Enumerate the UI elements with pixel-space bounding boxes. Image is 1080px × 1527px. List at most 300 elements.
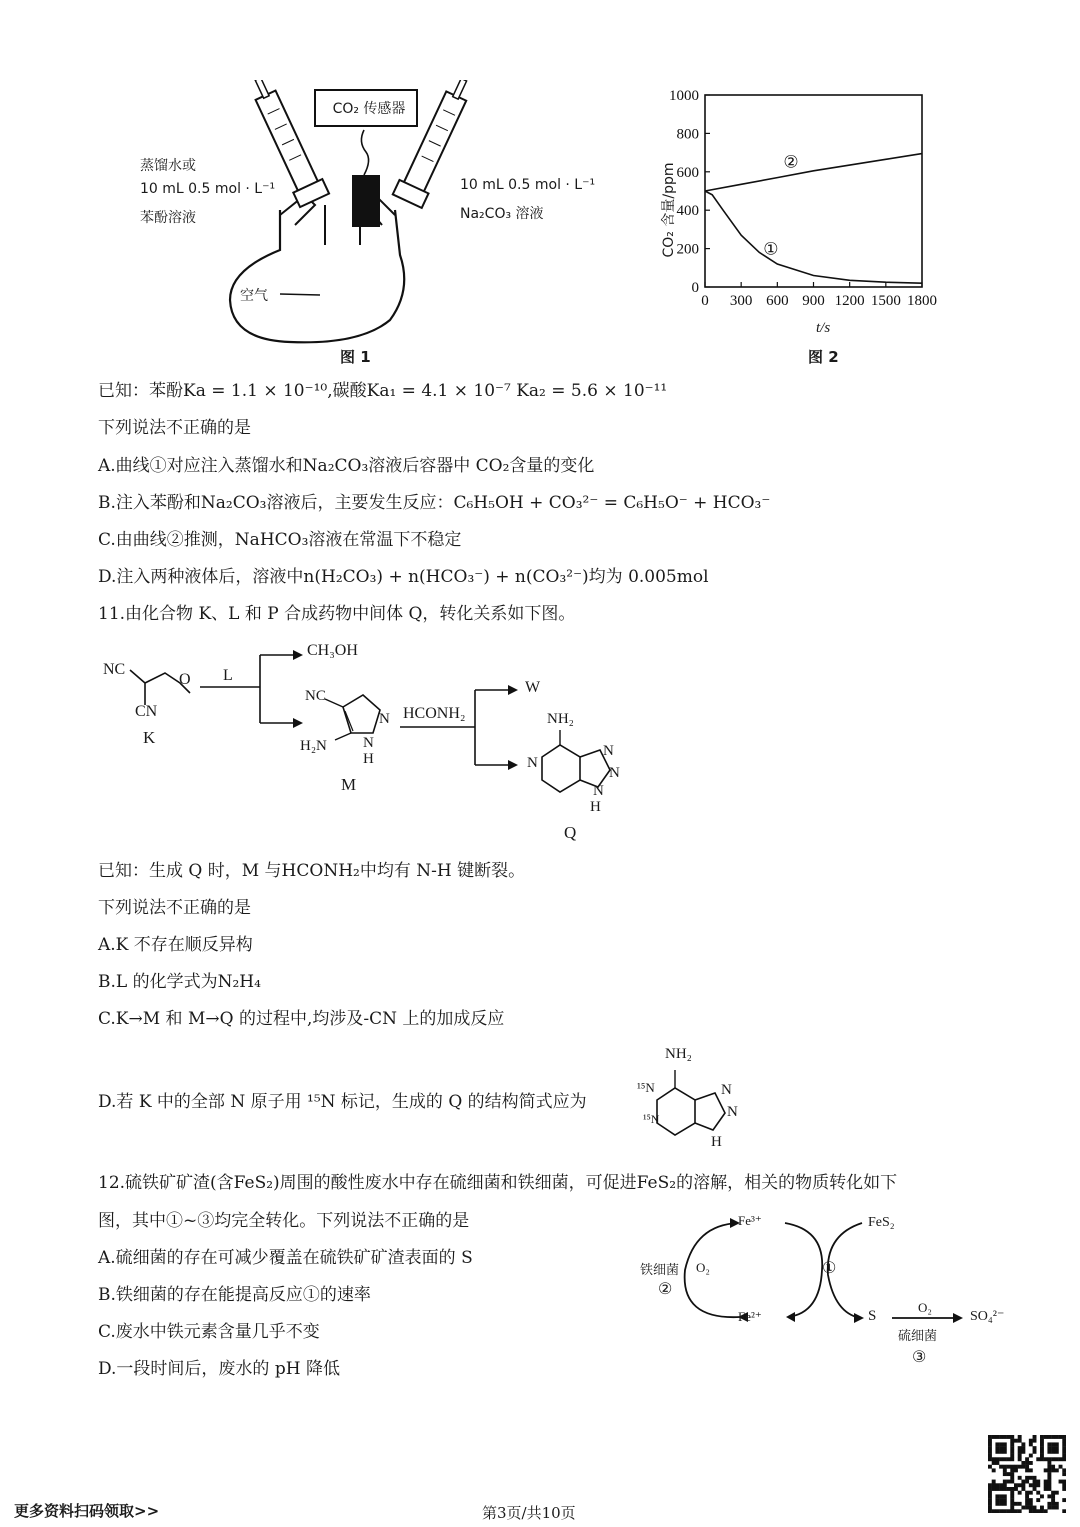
q12-stem-1: 12.硫铁矿矿渣(含FeS₂)周围的酸性废水中存在硫细菌和铁细菌，可促进FeS₂的溶解，相关的物质转化如下: [98, 1173, 898, 1193]
qr-module: [1062, 1480, 1066, 1484]
qr-module: [1025, 1476, 1029, 1480]
qr-module: [1010, 1509, 1014, 1513]
qr-module: [988, 1509, 992, 1513]
m-name: M: [341, 775, 357, 794]
q11-scheme-drawing: [95, 635, 655, 850]
qr-module: [999, 1498, 1003, 1502]
qr-module: [1033, 1483, 1037, 1487]
qr-module: [1059, 1435, 1063, 1439]
qr-module: [1062, 1457, 1066, 1461]
qr-module: [988, 1502, 992, 1506]
q-n3: N: [609, 765, 620, 781]
cycle-fes2: FeS₂: [868, 1215, 895, 1230]
qr-module: [1025, 1468, 1029, 1472]
qr-module: [999, 1494, 1003, 1498]
product-meoh: CH₃OH: [307, 642, 358, 659]
qr-module: [1047, 1461, 1051, 1465]
cycle-s: S: [868, 1308, 877, 1324]
x-tick-label: 600: [766, 293, 789, 309]
qr-module: [988, 1435, 992, 1439]
q12-stem-2: 图，其中①~③均完全转化。下列说法不正确的是: [98, 1211, 470, 1231]
qr-module: [1033, 1435, 1037, 1439]
page-number: 第3页/共10页: [482, 1504, 576, 1522]
qr-module: [992, 1483, 996, 1487]
co2-chart: [630, 80, 960, 350]
cycle-mark-2: ②: [658, 1279, 673, 1298]
qr-module: [1051, 1465, 1055, 1469]
q12-option-a: A.硫细菌的存在可减少覆盖在硫铁矿矿渣表面的 S: [98, 1248, 473, 1268]
cycle-mark-1: ①: [822, 1258, 837, 1277]
qr-module: [1029, 1483, 1033, 1487]
qr-module: [1044, 1509, 1048, 1513]
qr-module: [1062, 1442, 1066, 1446]
k-cn: CN: [135, 703, 158, 720]
qr-module: [1033, 1487, 1037, 1491]
stopper: [352, 175, 380, 227]
qr-module: [1010, 1498, 1014, 1502]
qr-code-graphic: [988, 1435, 1066, 1513]
qr-module: [1040, 1439, 1044, 1443]
qr-module: [1033, 1439, 1037, 1443]
qr-module: [1018, 1491, 1022, 1495]
x-tick-label: 0: [701, 293, 709, 309]
chart-ylabel: CO₂ 含量/ppm: [661, 162, 677, 258]
qr-module: [999, 1457, 1003, 1461]
q-h: H: [590, 799, 601, 815]
qr-module: [995, 1442, 999, 1446]
q11-option-c: C.K→M 和 M→Q 的过程中,均涉及-CN 上的加成反应: [98, 1009, 505, 1029]
qr-module: [1047, 1450, 1051, 1454]
qr-module: [1062, 1450, 1066, 1454]
qr-module: [1021, 1483, 1025, 1487]
qr-module: [1003, 1483, 1007, 1487]
qr-module: [1047, 1468, 1051, 1472]
qr-module: [1007, 1509, 1011, 1513]
qr-module: [992, 1435, 996, 1439]
qr-module: [1047, 1502, 1051, 1506]
qr-module: [1010, 1480, 1014, 1484]
qr-module: [1014, 1468, 1018, 1472]
q10-option-c: C.由曲线②推测，NaHCO₃溶液在常温下不稳定: [98, 530, 462, 550]
qr-module: [1025, 1491, 1029, 1495]
q11-prompt: 下列说法不正确的是: [98, 898, 251, 918]
qr-module: [999, 1487, 1003, 1491]
qr-module: [999, 1450, 1003, 1454]
qr-module: [995, 1450, 999, 1454]
qr-module: [1040, 1446, 1044, 1450]
qr-module: [1033, 1446, 1037, 1450]
qr-module: [1044, 1435, 1048, 1439]
series-line-1: [705, 191, 922, 283]
qr-module: [1059, 1465, 1063, 1469]
qr-module: [1029, 1454, 1033, 1458]
qr-module: [1025, 1465, 1029, 1469]
qr-module: [1025, 1480, 1029, 1484]
air-label: 空气: [240, 288, 268, 304]
qr-module: [1021, 1487, 1025, 1491]
qr-module: [1029, 1468, 1033, 1472]
qr-module: [1003, 1465, 1007, 1469]
qr-module: [1003, 1509, 1007, 1513]
qr-module: [1018, 1483, 1022, 1487]
qr-module: [1036, 1509, 1040, 1513]
qr-module: [1021, 1450, 1025, 1454]
qr-module: [1047, 1487, 1051, 1491]
d-n15a: ¹⁵N: [637, 1080, 655, 1095]
chart-xlabel: t/s: [816, 320, 831, 336]
qr-module: [1003, 1457, 1007, 1461]
qr-module: [1029, 1502, 1033, 1506]
q-name: Q: [564, 823, 577, 842]
q10-option-d: D.注入两种液体后，溶液中n(H₂CO₃) + n(HCO₃⁻) + n(CO₃²⁻)均为 0.005mol: [98, 567, 709, 587]
qr-module: [1051, 1450, 1055, 1454]
plot-frame: [705, 95, 922, 287]
qr-module: [999, 1509, 1003, 1513]
qr-module: [1010, 1476, 1014, 1480]
qr-module: [1055, 1442, 1059, 1446]
qr-module: [1033, 1450, 1037, 1454]
qr-module: [1021, 1446, 1025, 1450]
qr-module: [1010, 1465, 1014, 1469]
qr-module: [1025, 1461, 1029, 1465]
qr-module: [1055, 1506, 1059, 1510]
d-n-b: N: [727, 1104, 738, 1120]
qr-module: [1055, 1491, 1059, 1495]
left-syringe-label-2: 10 mL 0.5 mol · L⁻¹: [140, 181, 276, 197]
q11-d-structure-drawing: [635, 1042, 755, 1157]
q11-scheme: [95, 635, 655, 850]
qr-module: [999, 1483, 1003, 1487]
cycle-fe2: Fe²⁺: [738, 1309, 762, 1324]
left-syringe-label-3: 苯酚溶液: [140, 210, 196, 226]
qr-module: [1018, 1476, 1022, 1480]
qr-module: [1062, 1487, 1066, 1491]
qr-module: [1003, 1487, 1007, 1491]
qr-module: [1062, 1468, 1066, 1472]
qr-module: [1014, 1487, 1018, 1491]
qr-module: [988, 1498, 992, 1502]
qr-module: [1047, 1442, 1051, 1446]
qr-module: [1003, 1494, 1007, 1498]
qr-module: [988, 1454, 992, 1458]
qr-module: [1051, 1502, 1055, 1506]
qr-module: [1025, 1494, 1029, 1498]
q-nh: N: [593, 783, 604, 799]
figure-1: [120, 80, 600, 380]
cycle-o2-left: O₂: [696, 1260, 710, 1275]
figure-2: [630, 80, 960, 380]
qr-module: [995, 1498, 999, 1502]
qr-module: [1018, 1439, 1022, 1443]
q-nh2: NH₂: [547, 711, 574, 727]
qr-module: [1062, 1498, 1066, 1502]
qr-module: [999, 1446, 1003, 1450]
qr-module: [1033, 1480, 1037, 1484]
y-tick-label: 600: [676, 164, 699, 181]
qr-module: [1010, 1442, 1014, 1446]
qr-module: [988, 1506, 992, 1510]
reagent-l: L: [223, 667, 233, 684]
qr-module: [1018, 1457, 1022, 1461]
qr-module: [1014, 1465, 1018, 1469]
qr-module: [1010, 1439, 1014, 1443]
qr-module: [1010, 1506, 1014, 1510]
qr-module: [1036, 1457, 1040, 1461]
qr-module: [1062, 1483, 1066, 1487]
qr-module: [1007, 1480, 1011, 1484]
qr-module: [988, 1491, 992, 1495]
qr-module: [1025, 1457, 1029, 1461]
qr-module: [1047, 1483, 1051, 1487]
qr-module: [1010, 1450, 1014, 1454]
qr-module: [1051, 1494, 1055, 1498]
qr-module: [1018, 1465, 1022, 1469]
qr-module: [995, 1446, 999, 1450]
qr-module: [1021, 1442, 1025, 1446]
left-syringe-label-1: 蒸馏水或: [140, 158, 196, 174]
qr-module: [1010, 1502, 1014, 1506]
qr-module: [992, 1457, 996, 1461]
qr-module: [992, 1468, 996, 1472]
cycle-iron-bacteria: 铁细菌: [640, 1263, 680, 1278]
series-line-2: [705, 154, 922, 191]
q12-cycle-drawing: [630, 1205, 1010, 1380]
qr-module: [1047, 1480, 1051, 1484]
qr-module: [1021, 1461, 1025, 1465]
q-n1: N: [527, 755, 538, 771]
qr-module: [1021, 1480, 1025, 1484]
y-tick-label: 200: [676, 241, 699, 258]
qr-module: [1036, 1480, 1040, 1484]
qr-module: [992, 1461, 996, 1465]
right-syringe-label-2: Na₂CO₃ 溶液: [460, 206, 544, 222]
qr-module: [1018, 1502, 1022, 1506]
qr-module: [1018, 1435, 1022, 1439]
series-label-1: ①: [763, 239, 779, 259]
qr-module: [1051, 1491, 1055, 1495]
qr-module: [1003, 1480, 1007, 1484]
m-h: H: [363, 751, 374, 767]
qr-module: [995, 1487, 999, 1491]
qr-module: [1007, 1487, 1011, 1491]
qr-module: [1033, 1509, 1037, 1513]
qr-module: [1014, 1439, 1018, 1443]
qr-module: [1047, 1435, 1051, 1439]
k-name: K: [143, 728, 156, 747]
qr-module: [1044, 1483, 1048, 1487]
qr-module: [1025, 1506, 1029, 1510]
q10-option-b: B.注入苯酚和Na₂CO₃溶液后，主要发生反应：C₆H₅OH + CO₃²⁻ = C₆H₅O⁻ + HCO₃⁻: [98, 493, 771, 513]
qr-module: [988, 1446, 992, 1450]
qr-module: [1010, 1457, 1014, 1461]
qr-module: [1047, 1465, 1051, 1469]
q12-option-d: D.一段时间后，废水的 pH 降低: [98, 1359, 340, 1379]
qr-module: [1003, 1472, 1007, 1476]
sensor-label: CO₂ 传感器: [332, 101, 406, 117]
qr-module: [1062, 1439, 1066, 1443]
qr-module: [988, 1483, 992, 1487]
qr-module: [1044, 1457, 1048, 1461]
qr-module: [1040, 1435, 1044, 1439]
qr-module: [1055, 1446, 1059, 1450]
d-h: H: [711, 1134, 722, 1150]
qr-module: [1003, 1468, 1007, 1472]
y-tick-label: 800: [676, 126, 699, 143]
qr-module: [995, 1502, 999, 1506]
qr-module: [1044, 1487, 1048, 1491]
y-tick-label: 1000: [669, 88, 699, 104]
q-n2: N: [603, 743, 614, 759]
qr-module: [1007, 1472, 1011, 1476]
qr-module: [1029, 1439, 1033, 1443]
qr-module: [1007, 1457, 1011, 1461]
x-tick-label: 1200: [834, 293, 865, 309]
qr-module: [1003, 1435, 1007, 1439]
qr-module: [1029, 1498, 1033, 1502]
footer-more-link[interactable]: 更多资料扫码领取>>: [14, 1502, 160, 1520]
qr-module: [1029, 1461, 1033, 1465]
qr-module: [988, 1494, 992, 1498]
qr-module: [1029, 1506, 1033, 1510]
qr-module: [1029, 1491, 1033, 1495]
qr-module: [1036, 1483, 1040, 1487]
qr-module: [1010, 1472, 1014, 1476]
qr-module: [988, 1450, 992, 1454]
qr-module: [992, 1487, 996, 1491]
qr-module: [1047, 1506, 1051, 1510]
cycle-so4: SO₄²⁻: [970, 1309, 1005, 1324]
qr-module: [1010, 1435, 1014, 1439]
qr-module: [995, 1461, 999, 1465]
qr-module: [1029, 1476, 1033, 1480]
cycle-fe3: Fe³⁺: [738, 1213, 762, 1228]
q10-option-a: A.曲线①对应注入蒸馏水和Na₂CO₃溶液后容器中 CO₂含量的变化: [98, 456, 595, 476]
qr-module: [1055, 1450, 1059, 1454]
x-tick-label: 300: [729, 293, 753, 309]
qr-module: [995, 1483, 999, 1487]
qr-module: [1051, 1442, 1055, 1446]
qr-module: [1047, 1476, 1051, 1480]
qr-module: [1051, 1468, 1055, 1472]
qr-module: [1003, 1498, 1007, 1502]
product-w: W: [525, 679, 541, 696]
m-nc: NC: [305, 688, 326, 704]
figure-1-caption: 图 1: [340, 348, 371, 366]
qr-module: [1047, 1472, 1051, 1476]
qr-module: [999, 1502, 1003, 1506]
qr-module: [1051, 1457, 1055, 1461]
y-tick-label: 0: [691, 280, 699, 296]
qr-module: [1051, 1506, 1055, 1510]
d-nh2: NH₂: [665, 1046, 692, 1062]
qr-module: [1033, 1476, 1037, 1480]
qr-module: [1010, 1468, 1014, 1472]
qr-module: [1047, 1494, 1051, 1498]
qr-module: [995, 1457, 999, 1461]
qr-module: [1010, 1494, 1014, 1498]
k-nc: NC: [103, 661, 126, 678]
y-tick-label: 400: [676, 203, 699, 220]
q11-known: 已知：生成 Q 时，M 与HCONH₂中均有 N-H 键断裂。: [98, 861, 526, 881]
q10-prompt: 下列说法不正确的是: [98, 418, 251, 438]
q11-d-structure: [635, 1042, 755, 1157]
apparatus-drawing: [120, 80, 600, 380]
qr-module: [1059, 1457, 1063, 1461]
qr-module: [1014, 1502, 1018, 1506]
qr-module: [999, 1442, 1003, 1446]
k-o: O: [179, 671, 191, 688]
flask: [230, 210, 404, 342]
qr-module: [1010, 1487, 1014, 1491]
q11-option-a: A.K 不存在顺反异构: [98, 935, 253, 955]
qr-module: [1021, 1506, 1025, 1510]
q11-stem: 11.由化合物 K、L 和 P 合成药物中间体 Q，转化关系如下图。: [98, 604, 576, 624]
qr-module: [1062, 1435, 1066, 1439]
qr-module: [1010, 1454, 1014, 1458]
figure-2-caption: 图 2: [808, 348, 839, 366]
qr-module: [1036, 1498, 1040, 1502]
qr-module: [988, 1457, 992, 1461]
qr-module: [1040, 1506, 1044, 1510]
qr-module: [995, 1494, 999, 1498]
x-tick-label: 900: [802, 293, 825, 309]
qr-module: [1040, 1450, 1044, 1454]
d-n-a: N: [721, 1082, 732, 1098]
qr-module: [1003, 1502, 1007, 1506]
qr-module: [1025, 1502, 1029, 1506]
qr-module: [1040, 1509, 1044, 1513]
qr-module: [1055, 1502, 1059, 1506]
series-label-2: ②: [783, 152, 799, 172]
reagent-hconh2: HCONH₂: [403, 705, 466, 722]
m-nh: N: [363, 735, 374, 751]
qr-module: [1044, 1468, 1048, 1472]
qr-module: [988, 1487, 992, 1491]
air-pointer: [280, 294, 320, 295]
d-n15b: ¹⁵N: [643, 1112, 660, 1126]
qr-module: [1040, 1442, 1044, 1446]
qr-module: [995, 1509, 999, 1513]
x-tick-label: 1800: [907, 293, 937, 309]
qr-module: [1040, 1457, 1044, 1461]
qr-module: [1055, 1457, 1059, 1461]
q10-known: 已知：苯酚Ka = 1.1 × 10⁻¹⁰,碳酸Ka₁ = 4.1 × 10⁻⁷ Ka₂ = 5.6 × 10⁻¹¹: [98, 381, 668, 401]
qr-module: [1040, 1494, 1044, 1498]
qr-module: [1010, 1491, 1014, 1495]
qr-module: [1007, 1435, 1011, 1439]
qr-module: [1018, 1454, 1022, 1458]
qr-module: [1029, 1442, 1033, 1446]
cycle-o2-right: O₂: [918, 1300, 932, 1315]
qr-module: [1055, 1435, 1059, 1439]
qr-module: [1018, 1509, 1022, 1513]
qr-module: [1007, 1465, 1011, 1469]
qr-module: [1051, 1435, 1055, 1439]
qr-module: [1003, 1442, 1007, 1446]
qr-module: [988, 1439, 992, 1443]
qr-module: [988, 1465, 992, 1469]
right-syringe-label-1: 10 mL 0.5 mol · L⁻¹: [460, 177, 596, 193]
q12-option-b: B.铁细菌的存在能提高反应①的速率: [98, 1285, 371, 1305]
qr-module: [1051, 1498, 1055, 1502]
cycle-mark-3: ③: [912, 1347, 927, 1366]
qr-module: [1062, 1509, 1066, 1513]
qr-code[interactable]: [988, 1435, 1066, 1513]
q12-cycle: [630, 1205, 1010, 1380]
qr-module: [1062, 1446, 1066, 1450]
q12-option-c: C.废水中铁元素含量几乎不变: [98, 1322, 320, 1342]
qr-module: [1062, 1454, 1066, 1458]
